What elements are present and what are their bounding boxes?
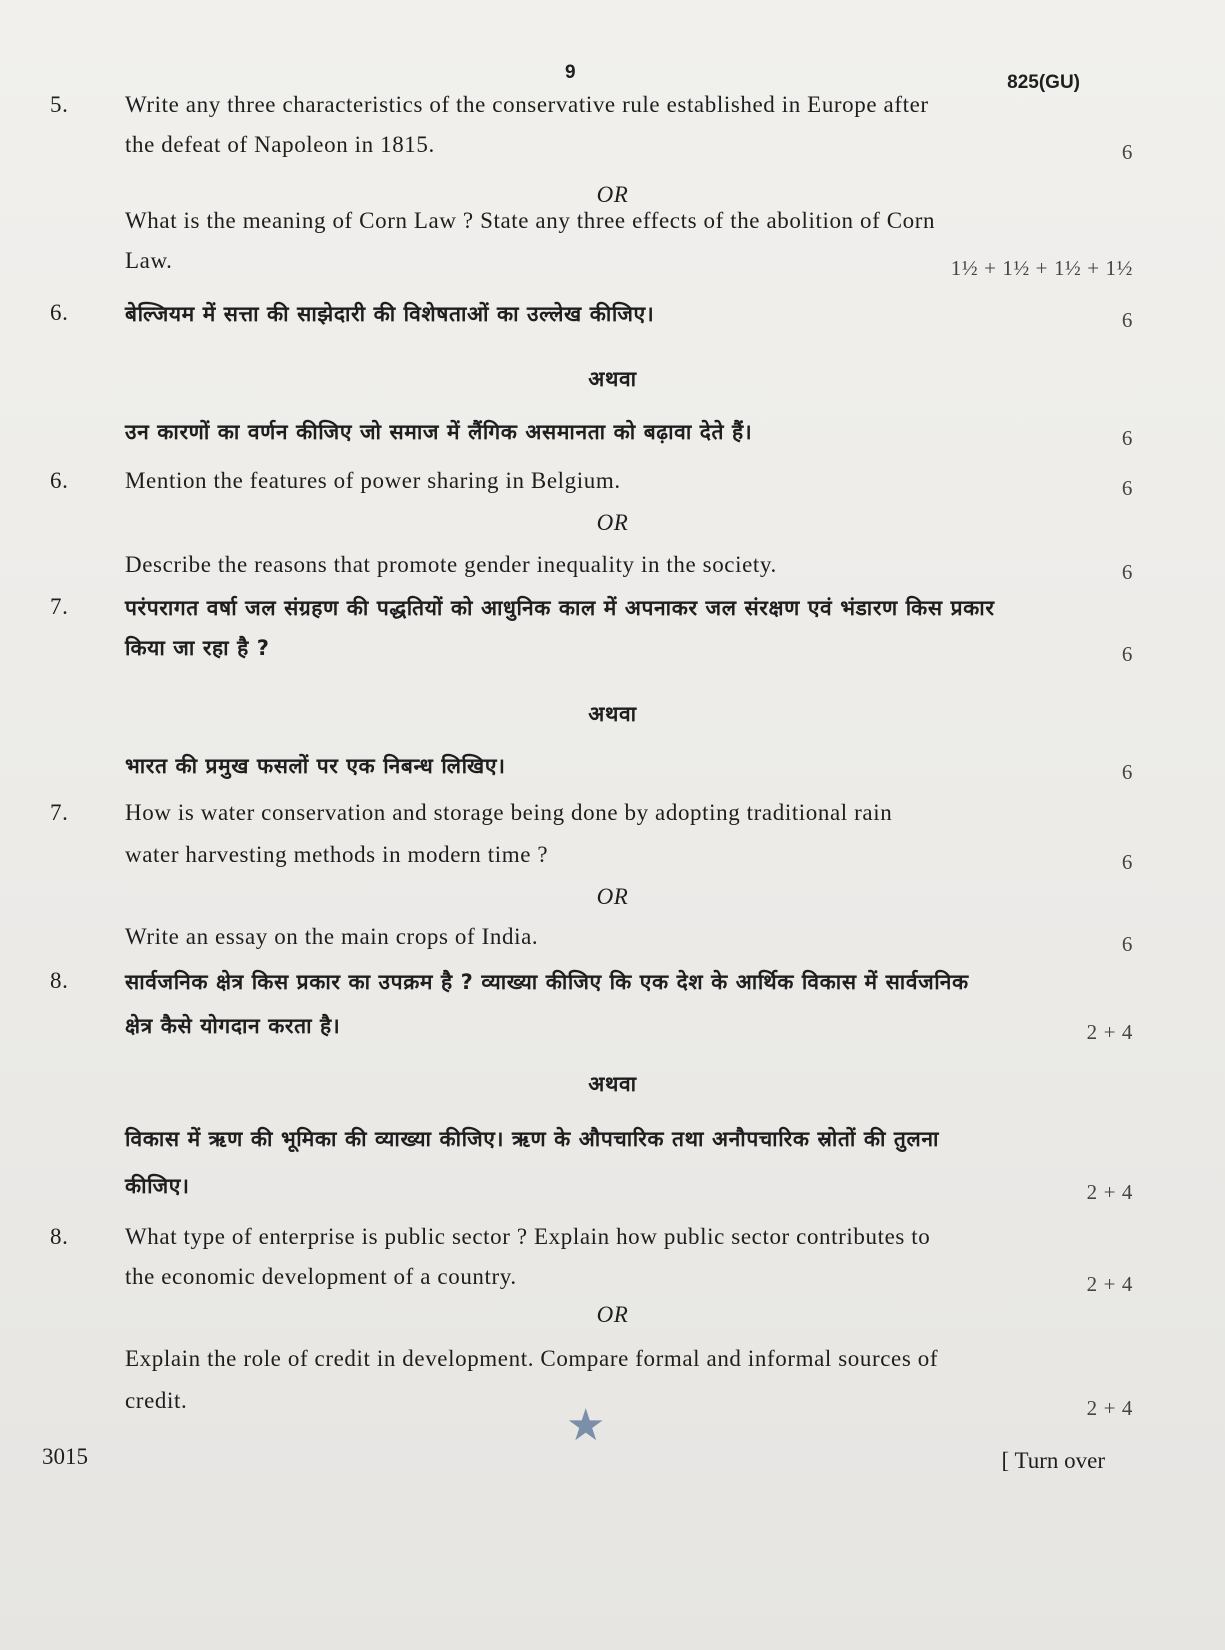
marks: 2 + 4 xyxy=(1086,1272,1133,1296)
question-text: water harvesting methods in modern time ? xyxy=(125,842,549,867)
question-text: credit. xyxy=(125,1388,188,1413)
question-text: What type of enterprise is public sector ? Explain how public sector contributes to xyxy=(125,1224,931,1249)
question-number: 5. xyxy=(50,92,69,117)
marks: 1½ + 1½ + 1½ + 1½ xyxy=(950,256,1133,280)
question-line xyxy=(0,634,1225,674)
question-line xyxy=(0,208,1225,248)
question-line xyxy=(0,752,1225,792)
question-text: अथवा xyxy=(588,1072,637,1096)
question-text: What is the meaning of Corn Law ? State any three effects of the abolition of Corn xyxy=(125,208,936,233)
question-text: उन कारणों का वर्णन कीजिए जो समाज में लैंगिक असमानता को बढ़ावा देते हैं। xyxy=(125,420,753,444)
marks: 6 xyxy=(1121,760,1133,784)
question-text: OR xyxy=(596,510,629,535)
question-text: क्षेत्र कैसे योगदान करता है। xyxy=(125,1014,341,1038)
question-line xyxy=(0,1264,1225,1304)
question-text: बेल्जियम में सत्ता की साझेदारी की विशेषताओं का उल्लेख कीजिए। xyxy=(125,302,655,326)
question-text: सार्वजनिक क्षेत्र किस प्रकार का उपक्रम है ? व्याख्या कीजिए कि एक देश के आर्थिक विकास में सार्वजनिक xyxy=(125,970,969,994)
question-line xyxy=(0,1388,1225,1428)
question-number: 6. xyxy=(50,468,69,493)
marks: 2 + 4 xyxy=(1086,1396,1133,1420)
question-text: कीजिए। xyxy=(125,1174,190,1198)
question-line xyxy=(0,594,1225,634)
question-line xyxy=(0,924,1225,964)
marks: 2 + 4 xyxy=(1086,1180,1133,1204)
marks: 6 xyxy=(1121,476,1133,500)
question-line xyxy=(0,365,1225,405)
question-number: 8. xyxy=(50,968,69,993)
question-line xyxy=(0,418,1225,458)
star-icon: ★ xyxy=(566,1401,606,1450)
question-text: Mention the features of power sharing in Belgium. xyxy=(125,468,621,493)
question-text: अथवा xyxy=(588,702,637,726)
question-number: 8. xyxy=(50,1224,69,1249)
question-text: विकास में ऋण की भूमिका की व्याख्या कीजिए। ऋण के औपचारिक तथा अनौपचारिक स्रोतों की तुलना xyxy=(125,1127,940,1151)
marks: 6 xyxy=(1121,932,1133,956)
question-line xyxy=(0,510,1225,550)
turn-over: [ Turn over xyxy=(1001,1448,1105,1473)
question-line xyxy=(0,1302,1225,1342)
marks: 6 xyxy=(1121,308,1133,332)
question-text: OR xyxy=(596,1302,629,1327)
marks: 2 + 4 xyxy=(1086,1020,1133,1044)
page-number: 9 xyxy=(565,62,576,83)
question-text: Write an essay on the main crops of India. xyxy=(125,924,539,949)
question-number: 7. xyxy=(50,800,69,825)
question-text: the defeat of Napoleon in 1815. xyxy=(125,132,435,157)
marks: 6 xyxy=(1121,140,1133,164)
question-line xyxy=(0,842,1225,882)
marks: 6 xyxy=(1121,642,1133,666)
question-line xyxy=(0,1125,1225,1165)
question-line xyxy=(0,132,1225,172)
question-text: the economic development of a country. xyxy=(125,1264,517,1289)
question-line xyxy=(0,468,1225,508)
question-line xyxy=(0,92,1225,132)
question-text: Write any three characteristics of the conservative rule established in Europe after xyxy=(125,92,929,117)
question-text: Describe the reasons that promote gender inequality in the society. xyxy=(125,552,777,577)
question-line xyxy=(0,552,1225,592)
question-line xyxy=(0,884,1225,924)
question-line xyxy=(0,700,1225,740)
question-text: परंपरागत वर्षा जल संग्रहण की पद्धतियों को आधुनिक काल में अपनाकर जल संरक्षण एवं भंडारण किस प्रकार xyxy=(125,596,995,620)
footer-code: 3015 xyxy=(42,1444,88,1469)
question-number: 7. xyxy=(50,594,69,619)
marks: 6 xyxy=(1121,426,1133,450)
question-text: किया जा रहा है ? xyxy=(125,636,270,660)
paper-code: 825(GU) xyxy=(1007,72,1080,93)
question-line xyxy=(0,1172,1225,1212)
question-line xyxy=(0,800,1225,840)
question-line xyxy=(0,1224,1225,1264)
question-line xyxy=(0,248,1225,288)
question-line xyxy=(0,968,1225,1008)
marks: 6 xyxy=(1121,850,1133,874)
question-text: भारत की प्रमुख फसलों पर एक निबन्ध लिखिए। xyxy=(125,754,506,778)
question-text: How is water conservation and storage being done by adopting traditional rain xyxy=(125,800,893,825)
question-text: Explain the role of credit in development. Compare formal and informal sources of xyxy=(125,1346,939,1371)
question-number: 6. xyxy=(50,300,69,325)
question-line xyxy=(0,300,1225,340)
question-line xyxy=(0,1012,1225,1052)
question-line xyxy=(0,1070,1225,1110)
question-text: अथवा xyxy=(588,367,637,391)
question-text: OR xyxy=(596,884,629,909)
question-line xyxy=(0,1346,1225,1386)
question-text: Law. xyxy=(125,248,173,273)
marks: 6 xyxy=(1121,560,1133,584)
question-text: OR xyxy=(596,182,629,207)
